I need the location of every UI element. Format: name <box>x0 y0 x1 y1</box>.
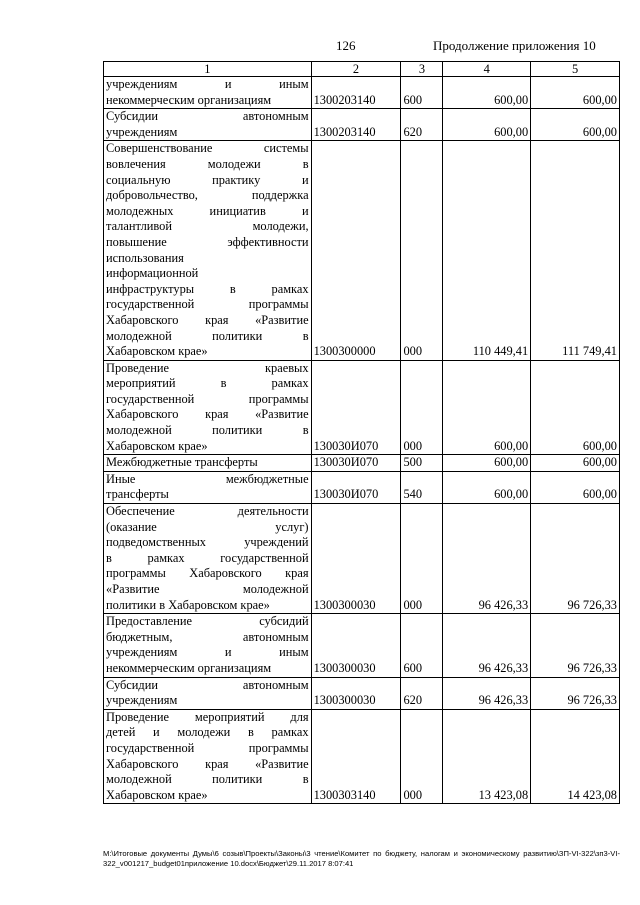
expense-name-line: добровольчество, поддержка <box>106 188 309 203</box>
expense-name-line: учреждениям и иным <box>106 645 309 660</box>
expense-type-code-cell: 000 <box>401 141 443 360</box>
table-row <box>104 709 620 804</box>
expense-name-line: молодежных инициатив и <box>106 203 309 218</box>
amount-year2-cell: 600,00 <box>531 471 620 503</box>
target-item-code-cell: 1300300030 <box>311 504 401 614</box>
expense-name-line: Субсидии автономным <box>106 109 309 124</box>
amount-year1-cell: 96 426,33 <box>443 677 531 709</box>
column-header: 4 <box>443 62 531 77</box>
expense-name-line: детей и молодежи в рамках <box>106 725 309 740</box>
expense-name-line: социальную практику и <box>106 172 309 187</box>
expense-name-line: государственной программы <box>106 297 309 312</box>
expense-name-cell <box>104 504 312 614</box>
expense-name-cell <box>104 455 312 472</box>
expense-name-cell <box>104 109 312 141</box>
expense-name-line: учреждениям <box>106 693 178 708</box>
table-row <box>104 141 620 360</box>
expense-name-line: политики в Хабаровском крае» <box>106 597 270 612</box>
expense-name-line: Субсидии автономным <box>106 677 309 692</box>
expense-type-code-cell: 500 <box>401 455 443 472</box>
table-row <box>104 360 620 455</box>
expense-name-line: «Развитие молодежной <box>106 582 309 596</box>
expense-name-line: трансферты <box>106 487 169 502</box>
amount-year2-cell: 14 423,08 <box>531 709 620 804</box>
expense-name-cell <box>104 141 312 360</box>
appendix-continuation-note: Продолжение приложения 10 <box>433 38 596 53</box>
table-row <box>104 109 620 141</box>
table-row <box>104 455 620 472</box>
expense-name-line: государственной программы <box>106 391 309 406</box>
expense-name-line: Хабаровском крае» <box>106 787 208 802</box>
expense-name-line: молодежной политики в <box>106 772 309 787</box>
table-row <box>104 77 620 109</box>
expense-name-line: молодежной политики в <box>106 423 309 438</box>
expense-name-line: подведомственных учреждений <box>106 535 309 550</box>
expense-name-line: вовлечения молодежи в <box>106 156 309 171</box>
expense-name-line: информационной <box>106 266 199 281</box>
amount-year1-cell: 96 426,33 <box>443 614 531 677</box>
expense-name-line: Иные межбюджетные <box>106 471 309 486</box>
amount-year2-cell: 600,00 <box>531 109 620 141</box>
expense-type-code-cell: 000 <box>401 360 443 455</box>
table-row <box>104 504 620 614</box>
expense-name-line: (оказание услуг) <box>106 519 309 534</box>
target-item-code-cell: 130030И070 <box>311 455 401 472</box>
expense-type-code-cell: 620 <box>401 677 443 709</box>
amount-year2-cell: 96 726,33 <box>531 614 620 677</box>
expense-name-line: государственной программы <box>106 740 309 755</box>
target-item-code-cell: 1300203140 <box>311 77 401 109</box>
expense-name-line: некоммерческим организациям <box>106 92 272 107</box>
table-row <box>104 677 620 709</box>
expense-type-code-cell: 000 <box>401 504 443 614</box>
expense-name-line: Проведение мероприятий для <box>106 709 309 724</box>
expense-name-line: некоммерческим организациям <box>106 660 272 675</box>
expense-name-line: Хабаровского края «Развитие <box>106 407 309 422</box>
amount-year1-cell: 600,00 <box>443 109 531 141</box>
expense-name-line: Хабаровском крае» <box>106 438 208 453</box>
expense-type-code-cell: 000 <box>401 709 443 804</box>
expense-name-line: мероприятий в рамках <box>106 376 309 391</box>
amount-year1-cell: 600,00 <box>443 360 531 455</box>
expense-name-line: талантливой молодежи, <box>106 219 309 234</box>
table-header-row <box>104 62 620 77</box>
column-header: 2 <box>311 62 401 77</box>
page-number: 126 <box>336 38 356 53</box>
expense-type-code-cell: 540 <box>401 471 443 503</box>
amount-year1-cell: 600,00 <box>443 77 531 109</box>
amount-year1-cell: 13 423,08 <box>443 709 531 804</box>
expense-name-line: Хабаровского края «Развитие <box>106 756 309 771</box>
expense-name-cell <box>104 360 312 455</box>
document-path-footer: М:\Итоговые документы Думы\6 созыв\Проекты\Законы\3 чтение\Комитет по бюджету, налогам и экономическому развитию\ЗП-VI-322\зп3-VI-322_v001217_budget01приложение 10.docx\Бюджет\29.11.2017 8:07:41 <box>103 849 620 868</box>
expense-name-line: учреждениям <box>106 124 178 139</box>
expense-name-line: в рамках государственной <box>106 550 309 565</box>
expense-name-line: инфраструктуры в рамках <box>106 281 309 296</box>
expense-name-line: молодежной политики в <box>106 328 309 343</box>
expense-name-line: повышение эффективности <box>106 234 309 249</box>
target-item-code-cell: 130030И070 <box>311 360 401 455</box>
expense-name-line: использования <box>106 250 184 265</box>
expense-name-line: программы Хабаровского края <box>106 566 309 581</box>
amount-year2-cell: 600,00 <box>531 360 620 455</box>
target-item-code-cell: 1300203140 <box>311 109 401 141</box>
amount-year2-cell: 111 749,41 <box>531 141 620 360</box>
expense-name-line: учреждениям и иным <box>106 77 309 91</box>
expense-name-line: Проведение краевых <box>106 360 309 375</box>
amount-year2-cell: 600,00 <box>531 455 620 472</box>
amount-year2-cell: 96 726,33 <box>531 677 620 709</box>
expense-name-line: Предоставление субсидий <box>106 614 309 629</box>
expense-name-line: бюджетным, автономным <box>106 629 309 644</box>
expense-name-cell <box>104 77 312 109</box>
expense-type-code-cell: 600 <box>401 77 443 109</box>
amount-year1-cell: 600,00 <box>443 471 531 503</box>
expense-name-line: Совершенствование системы <box>106 141 309 156</box>
expense-name-cell <box>104 709 312 804</box>
target-item-code-cell: 1300300000 <box>311 141 401 360</box>
amount-year2-cell: 600,00 <box>531 77 620 109</box>
expense-name-cell <box>104 471 312 503</box>
expense-name-line: Хабаровском крае» <box>106 344 208 359</box>
expense-name-line: Межбюджетные трансферты <box>106 455 258 470</box>
expense-name-cell <box>104 677 312 709</box>
column-header: 5 <box>531 62 620 77</box>
amount-year1-cell: 600,00 <box>443 455 531 472</box>
target-item-code-cell: 1300300030 <box>311 614 401 677</box>
table-row <box>104 614 620 677</box>
expense-type-code-cell: 600 <box>401 614 443 677</box>
amount-year1-cell: 110 449,41 <box>443 141 531 360</box>
expense-name-cell <box>104 614 312 677</box>
amount-year1-cell: 96 426,33 <box>443 504 531 614</box>
target-item-code-cell: 130030И070 <box>311 471 401 503</box>
target-item-code-cell: 1300303140 <box>311 709 401 804</box>
amount-year2-cell: 96 726,33 <box>531 504 620 614</box>
table-row <box>104 471 620 503</box>
expense-name-line: Хабаровского края «Развитие <box>106 312 309 327</box>
expense-name-line: Обеспечение деятельности <box>106 504 309 519</box>
expense-type-code-cell: 620 <box>401 109 443 141</box>
target-item-code-cell: 1300300030 <box>311 677 401 709</box>
column-header: 1 <box>104 62 312 77</box>
column-header: 3 <box>401 62 443 77</box>
budget-table <box>103 61 620 804</box>
